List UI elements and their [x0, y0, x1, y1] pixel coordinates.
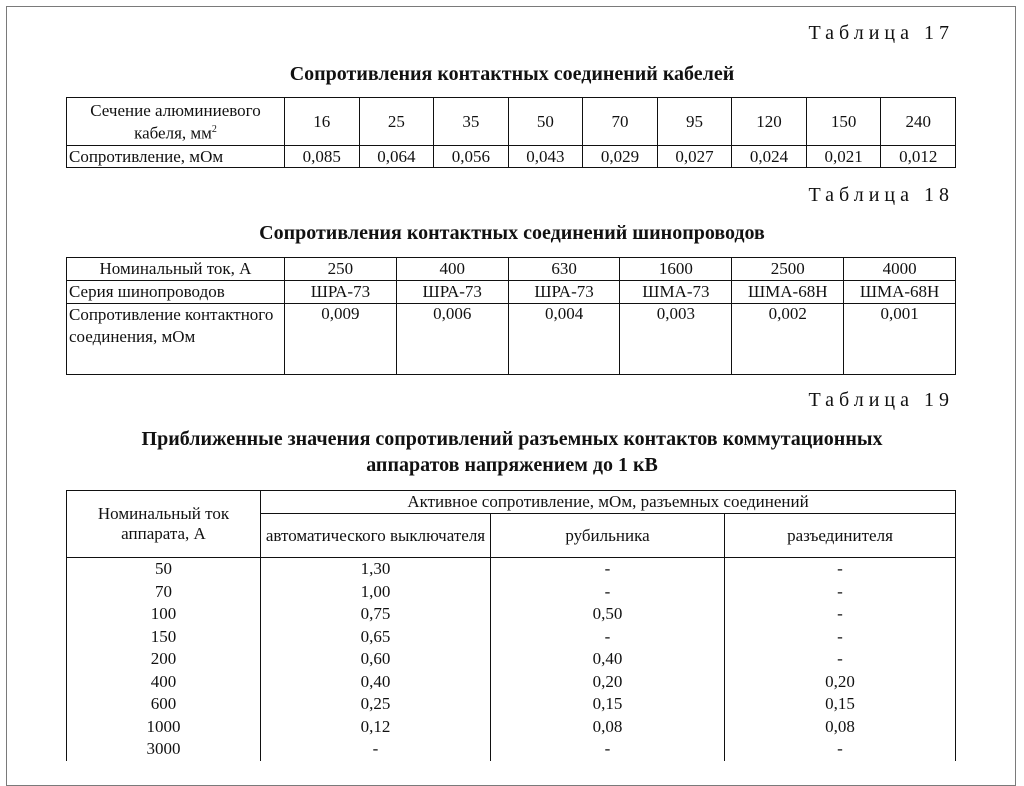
section-cell: 35: [434, 98, 509, 146]
breaker-cell: 0,60: [261, 648, 491, 671]
table-row: [67, 693, 956, 716]
table-row: [67, 626, 956, 649]
series-cell: ШМА-73: [620, 281, 732, 304]
section-cell: 240: [881, 98, 956, 146]
current-cell: 100: [67, 603, 261, 626]
current-cell: 2500: [732, 258, 844, 281]
switch-cell: 0,40: [491, 648, 725, 671]
series-cell: ШРА-73: [508, 281, 620, 304]
disconnector-cell: -: [725, 581, 956, 604]
switch-cell: 0,50: [491, 603, 725, 626]
row-header-contact-resistance: Сопротивление контактного соединения, мОм: [67, 304, 285, 375]
resistance-cell: 0,056: [434, 146, 509, 168]
series-cell: ШМА-68Н: [732, 281, 844, 304]
table-17-number: Таблица 17: [808, 22, 954, 44]
table-row: [67, 558, 956, 581]
resistance-cell: 0,004: [508, 304, 620, 375]
resistance-cell: 0,029: [583, 146, 658, 168]
disconnector-cell: -: [725, 738, 956, 761]
table-18-number: Таблица 18: [808, 184, 954, 206]
table-18-title: Сопротивления контактных соединений шинопроводов: [259, 222, 765, 244]
col-header-switch: рубильника: [491, 514, 725, 558]
current-cell: 1600: [620, 258, 732, 281]
table-row: [67, 581, 956, 604]
resistance-cell: 0,009: [285, 304, 397, 375]
disconnector-cell: 0,20: [725, 671, 956, 694]
resistance-cell: 0,043: [508, 146, 583, 168]
table-19-title-line1: Приближенные значения сопротивлений разъемных контактов коммутационных: [141, 428, 883, 450]
disconnector-cell: -: [725, 648, 956, 671]
section-cell: 120: [732, 98, 807, 146]
resistance-cell: 0,012: [881, 146, 956, 168]
current-cell: 1000: [67, 716, 261, 739]
resistance-cell: 0,085: [285, 146, 360, 168]
row-header-resistance: Сопротивление, мОм: [67, 146, 285, 168]
row-header-current: Номинальный ток, А: [67, 258, 285, 281]
row-header-series: Серия шинопроводов: [67, 281, 285, 304]
disconnector-cell: -: [725, 558, 956, 581]
series-cell: ШМА-68Н: [844, 281, 956, 304]
breaker-cell: 0,25: [261, 693, 491, 716]
breaker-cell: -: [261, 738, 491, 761]
table-17: [66, 97, 956, 168]
series-cell: ШРА-73: [396, 281, 508, 304]
disconnector-cell: -: [725, 626, 956, 649]
current-cell: 400: [396, 258, 508, 281]
section-cell: 150: [806, 98, 881, 146]
col-header-current: Номинальный ток аппарата, А: [67, 491, 261, 558]
series-cell: ШРА-73: [285, 281, 397, 304]
switch-cell: -: [491, 581, 725, 604]
current-cell: 400: [67, 671, 261, 694]
col-header-disconnector: разъединителя: [725, 514, 956, 558]
table-row: [67, 716, 956, 739]
switch-cell: 0,15: [491, 693, 725, 716]
table-row: [67, 603, 956, 626]
row-header-section: Сечение алюминиевого кабеля, $мм^2$: [67, 98, 285, 146]
breaker-cell: 1,30: [261, 558, 491, 581]
resistance-cell: 0,001: [844, 304, 956, 375]
current-cell: 50: [67, 558, 261, 581]
section-cell: 16: [285, 98, 360, 146]
resistance-cell: 0,064: [359, 146, 434, 168]
switch-cell: -: [491, 558, 725, 581]
disconnector-cell: -: [725, 603, 956, 626]
current-cell: 150: [67, 626, 261, 649]
table-17-title: Сопротивления контактных соединений кабелей: [289, 63, 735, 85]
breaker-cell: 1,00: [261, 581, 491, 604]
disconnector-cell: 0,15: [725, 693, 956, 716]
table-row: [67, 648, 956, 671]
breaker-cell: 0,12: [261, 716, 491, 739]
current-cell: 600: [67, 693, 261, 716]
resistance-cell: 0,021: [806, 146, 881, 168]
resistance-cell: 0,006: [396, 304, 508, 375]
resistance-cell: 0,002: [732, 304, 844, 375]
resistance-cell: 0,027: [657, 146, 732, 168]
current-cell: 200: [67, 648, 261, 671]
switch-cell: 0,08: [491, 716, 725, 739]
current-cell: 4000: [844, 258, 956, 281]
table-row: [67, 738, 956, 761]
switch-cell: -: [491, 626, 725, 649]
col-header-group: Активное сопротивление, мОм, разъемных соединений: [261, 491, 956, 514]
breaker-cell: 0,65: [261, 626, 491, 649]
section-cell: 50: [508, 98, 583, 146]
table-19: [66, 490, 956, 761]
breaker-cell: 0,75: [261, 603, 491, 626]
resistance-cell: 0,024: [732, 146, 807, 168]
disconnector-cell: 0,08: [725, 716, 956, 739]
section-cell: 25: [359, 98, 434, 146]
table-19-title-line2: аппаратов напряжением до 1 кВ: [366, 454, 658, 476]
switch-cell: -: [491, 738, 725, 761]
table-18: [66, 257, 956, 375]
current-cell: 250: [285, 258, 397, 281]
col-header-breaker: автоматического выключателя: [261, 514, 491, 558]
section-cell: 95: [657, 98, 732, 146]
current-cell: 3000: [67, 738, 261, 761]
table-row: [67, 671, 956, 694]
table-19-number: Таблица 19: [808, 389, 954, 411]
current-cell: 70: [67, 581, 261, 604]
breaker-cell: 0,40: [261, 671, 491, 694]
switch-cell: 0,20: [491, 671, 725, 694]
current-cell: 630: [508, 258, 620, 281]
resistance-cell: 0,003: [620, 304, 732, 375]
section-cell: 70: [583, 98, 658, 146]
